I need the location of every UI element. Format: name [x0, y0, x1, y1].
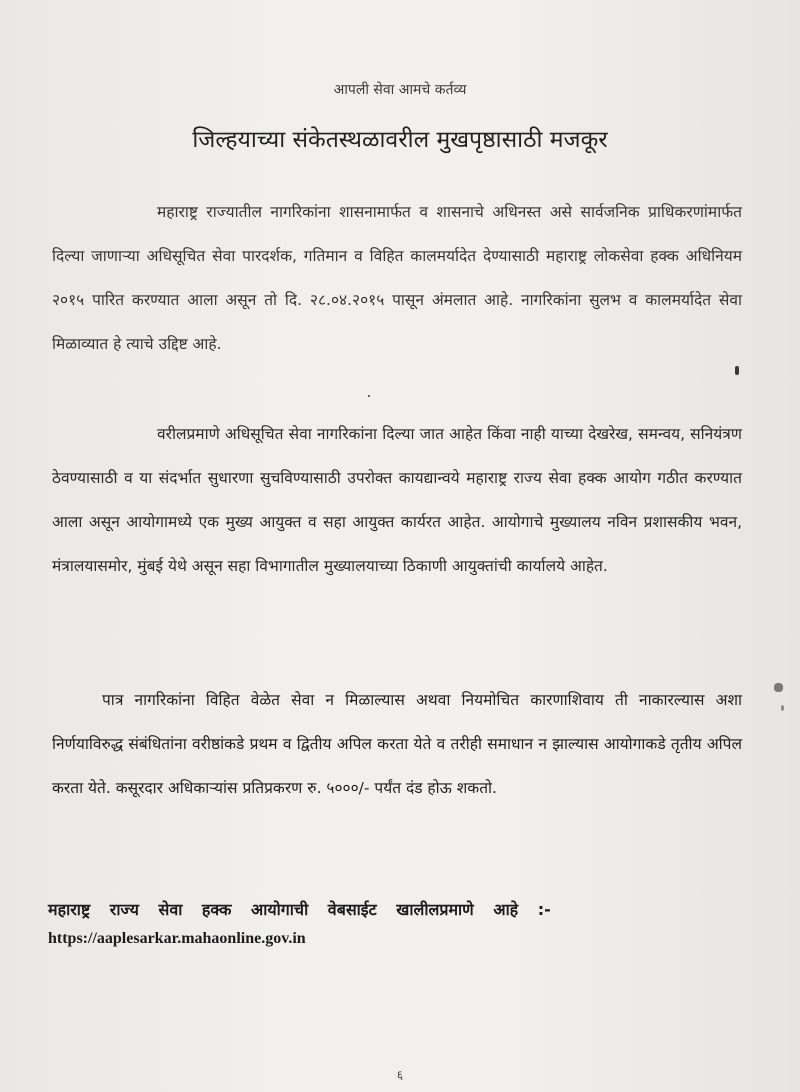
website-link[interactable]: https://aaplesarkar.mahaonline.gov.in	[48, 930, 306, 947]
paragraph-commission: वरीलप्रमाणे अधिसूचित सेवा नागरिकांना दिल्या जात आहेत किंवा नाही याच्या देखरेख, समन्वय, सनियंत्रण ठेवण्यासाठी व या संदर्भात सुधारणा सुचविण्यासाठी उपरोक्त कायद्यान्वये महाराष्ट्र राज्य सेवा हक्क आयोग गठीत करण्यात आला असून आयोगामध्ये एक मुख्य आयुक्त व सहा आयुक्त कार्यरत आहेत. आयोगाचे मुख्यालय नविन प्रशासकीय भवन, मंत्रालयासमोर, मुंबई येथे असून सहा विभागातील मुख्यालयाच्या ठिकाणी आयुक्तांची कार्यालये आहेत.	[52, 425, 742, 575]
scan-speck-mark	[368, 395, 370, 397]
scan-speck-mark	[781, 705, 784, 711]
motto: आपली सेवा आमचे कर्तव्य	[333, 82, 467, 98]
scan-speck-mark	[735, 366, 739, 375]
website-block	[48, 898, 708, 948]
page-title: जिल्हयाच्या संकेतस्थळावरील मुखपृष्ठासाठी मजकूर	[192, 127, 608, 153]
scan-speck-mark	[774, 683, 783, 692]
page-number: ६	[396, 1068, 404, 1082]
website-label: महाराष्ट्र राज्य सेवा हक्क आयोगाची वेबसाईट खालीलप्रमाणे आहे :-	[48, 900, 551, 919]
paragraph-appeals: पात्र नागरिकांना विहित वेळेत सेवा न मिळाल्यास अथवा नियमोचित कारणाशिवाय ती नाकारल्यास अशा निर्णयाविरुद्ध संबंधितांना वरीष्ठांकडे प्रथम व द्वितीय अपिल करता येते व तरीही समाधान न झाल्यास आयोगाकडे तृतीय अपिल करता येते. कसूरदार अधिकाऱ्यांस प्रतिप्रकरण रु. ५०००/- पर्यंत दंड होऊ शकतो.	[52, 691, 742, 797]
paragraph-act-introduction: महाराष्ट्र राज्यातील नागरिकांना शासनामार्फत व शासनाचे अधिनस्त असे सार्वजनिक प्राधिकरणांमार्फत दिल्या जाणाऱ्या अधिसूचित सेवा पारदर्शक, गतिमान व विहित कालमर्यादेत देण्यासाठी महाराष्ट्र लोकसेवा हक्क अधिनियम २०१५ पारित करण्यात आला असून तो दि. २८.०४.२०१५ पासून अंमलात आहे. नागरिकांना सुलभ व कालमर्यादेत सेवा मिळाव्यात हे त्याचे उद्दिष्ट आहे.	[52, 203, 742, 353]
